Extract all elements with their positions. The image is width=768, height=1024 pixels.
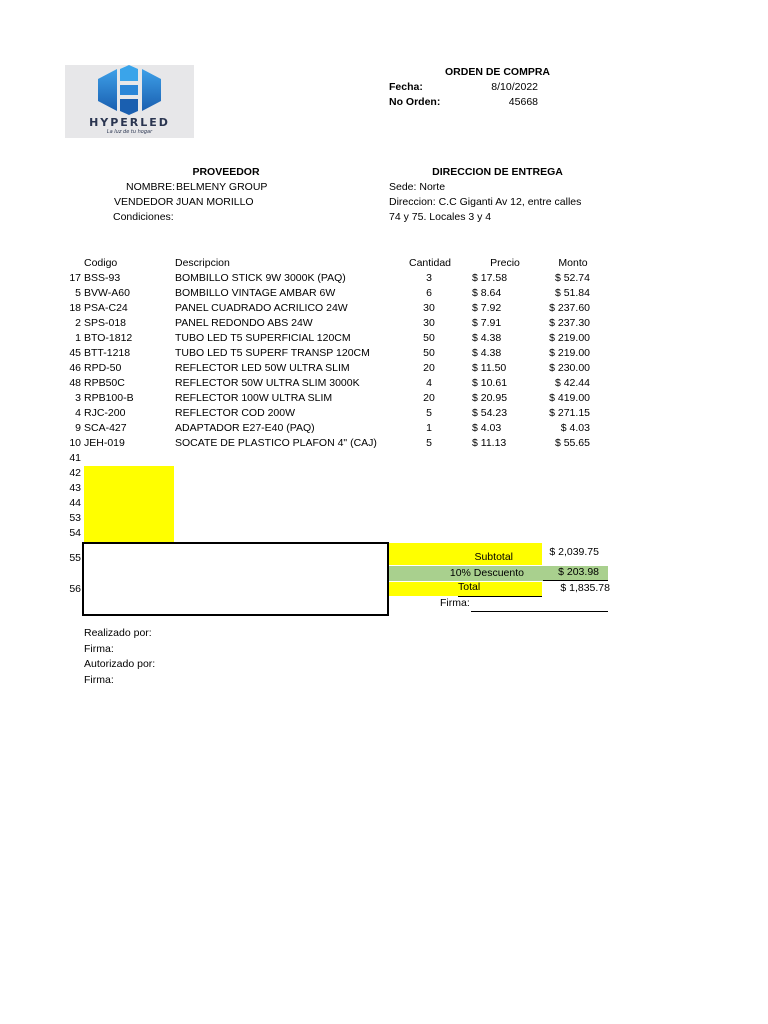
table-row <box>64 407 624 422</box>
item-description: BOMBILLO STICK 9W 3000K (PAQ) <box>175 272 346 284</box>
notes-box <box>82 542 389 616</box>
nombre-value: BELMENY GROUP <box>176 181 268 193</box>
row-number: 53 <box>69 512 81 524</box>
row-number: 54 <box>69 527 81 539</box>
firma-total-label: Firma: <box>440 597 470 609</box>
item-quantity: 50 <box>423 332 435 344</box>
item-code: RJC-200 <box>84 407 126 419</box>
row-number: 48 <box>69 377 81 389</box>
column-header-descripcion: Descripcion <box>175 257 230 269</box>
vendedor-value: JUAN MORILLO <box>176 196 254 208</box>
item-description: SOCATE DE PLASTICO PLAFON 4" (CAJ) <box>175 437 377 449</box>
row-number: 4 <box>75 407 81 419</box>
total-value: $ 1,835.78 <box>560 582 610 594</box>
item-quantity: 50 <box>423 347 435 359</box>
item-price: $ 7.92 <box>472 302 502 314</box>
item-code: RPB50C <box>84 377 125 389</box>
total-value-topline <box>543 580 608 581</box>
item-quantity: 6 <box>426 287 432 299</box>
orden-label: No Orden: <box>389 96 441 108</box>
table-row <box>64 377 624 392</box>
entrega-title: DIRECCION DE ENTREGA <box>432 166 563 178</box>
vendedor-label: VENDEDOR : <box>114 196 180 208</box>
row-number: 2 <box>75 317 81 329</box>
row-number: 45 <box>69 347 81 359</box>
item-quantity: 1 <box>426 422 432 434</box>
table-row <box>64 437 624 452</box>
column-header-cantidad: Cantidad <box>408 257 452 269</box>
row-number: 44 <box>69 497 81 509</box>
total-label: Total <box>458 581 481 593</box>
table-row <box>64 317 624 332</box>
row-number: 10 <box>69 437 81 449</box>
nombre-label: NOMBRE: <box>126 181 176 193</box>
item-amount: $ 4.03 <box>560 422 590 434</box>
item-amount: $ 237.30 <box>549 317 590 329</box>
entrega-direccion-line2: 74 y 75. Locales 3 y 4 <box>389 211 492 223</box>
item-amount: $ 230.00 <box>549 362 590 374</box>
table-row <box>64 362 624 377</box>
row-number: 41 <box>69 452 81 464</box>
item-code: RPD-50 <box>84 362 122 374</box>
item-amount: $ 237.60 <box>549 302 590 314</box>
item-amount: $ 219.00 <box>549 347 590 359</box>
item-price: $ 4.38 <box>472 332 502 344</box>
row-number: 1 <box>75 332 81 344</box>
row-number: 42 <box>69 467 81 479</box>
item-price: $ 4.03 <box>472 422 502 434</box>
item-description: REFLECTOR 50W ULTRA SLIM 3000K <box>175 377 360 389</box>
item-quantity: 5 <box>426 437 432 449</box>
item-description: PANEL CUADRADO ACRILICO 24W <box>175 302 348 314</box>
fecha-label: Fecha: <box>389 81 423 93</box>
item-amount: $ 55.65 <box>554 437 590 449</box>
row-number: 43 <box>69 482 81 494</box>
descuento-label: 10% Descuento <box>449 567 524 579</box>
item-description: REFLECTOR LED 50W ULTRA SLIM <box>175 362 350 374</box>
item-code: PSA-C24 <box>84 302 128 314</box>
column-header-codigo: Codigo <box>84 257 118 269</box>
item-price: $ 8.64 <box>472 287 502 299</box>
row-number: 55 <box>69 552 81 564</box>
row-number: 9 <box>75 422 81 434</box>
realizado-label: Realizado por: <box>84 627 152 639</box>
item-quantity: 30 <box>423 302 435 314</box>
item-code: SPS-018 <box>84 317 127 329</box>
item-quantity: 4 <box>426 377 432 389</box>
item-description: REFLECTOR COD 200W <box>175 407 295 419</box>
total-underline <box>458 596 542 597</box>
item-amount: $ 271.15 <box>549 407 590 419</box>
item-code: BSS-93 <box>84 272 121 284</box>
entrega-direccion-line1: Direccion: C.C Giganti Av 12, entre calles <box>389 196 582 208</box>
item-amount: $ 51.84 <box>554 287 590 299</box>
proveedor-title: PROVEEDOR <box>192 166 260 178</box>
fecha-value: 8/10/2022 <box>491 81 538 93</box>
row-number: 3 <box>75 392 81 404</box>
document-title: ORDEN DE COMPRA <box>444 66 550 78</box>
item-description: ADAPTADOR E27-E40 (PAQ) <box>175 422 315 434</box>
table-row <box>64 332 624 347</box>
row-number: 46 <box>69 362 81 374</box>
item-description: PANEL REDONDO ABS 24W <box>175 317 313 329</box>
column-header-monto: Monto <box>558 257 588 269</box>
item-price: $ 54.23 <box>472 407 508 419</box>
firma-line <box>471 611 608 612</box>
item-amount: $ 52.74 <box>554 272 590 284</box>
subtotal-value: $ 2,039.75 <box>549 546 599 558</box>
row-number: 5 <box>75 287 81 299</box>
autorizado-label: Autorizado por: <box>84 658 156 670</box>
table-row <box>64 272 624 287</box>
row-number: 17 <box>69 272 81 284</box>
item-quantity: 20 <box>423 392 435 404</box>
item-description: REFLECTOR 100W ULTRA SLIM <box>175 392 333 404</box>
item-description: BOMBILLO VINTAGE AMBAR 6W <box>175 287 336 299</box>
item-quantity: 30 <box>423 317 435 329</box>
firma-label: Firma: <box>84 643 114 655</box>
highlighted-empty-cells <box>84 466 174 542</box>
item-price: $ 20.95 <box>472 392 508 404</box>
table-row <box>64 302 624 317</box>
item-quantity: 5 <box>426 407 432 419</box>
column-header-precio: Precio <box>490 257 520 269</box>
item-price: $ 11.13 <box>472 437 507 449</box>
item-code: SCA-427 <box>84 422 127 434</box>
firma-label: Firma: <box>84 674 114 686</box>
table-row <box>64 287 624 302</box>
item-code: RPB100-B <box>84 392 134 404</box>
company-logo <box>65 65 194 138</box>
row-number: 18 <box>69 302 81 314</box>
table-row <box>64 347 624 362</box>
item-amount: $ 42.44 <box>554 377 590 389</box>
logo-tagline: La luz de tu hogar <box>106 129 153 135</box>
item-price: $ 7.91 <box>472 317 502 329</box>
subtotal-label: Subtotal <box>474 551 513 563</box>
item-amount: $ 219.00 <box>549 332 590 344</box>
descuento-value: $ 203.98 <box>558 566 599 578</box>
item-price: $ 10.61 <box>472 377 508 389</box>
row-number: 56 <box>69 583 81 595</box>
orden-value: 45668 <box>508 96 538 108</box>
item-price: $ 4.38 <box>472 347 502 359</box>
item-code: BVW-A60 <box>84 287 130 299</box>
logo-brand-text: HYPERLED <box>89 116 170 129</box>
item-description: TUBO LED T5 SUPERF TRANSP 120CM <box>175 347 370 359</box>
condiciones-label: Condiciones: <box>113 211 174 223</box>
table-row <box>64 422 624 437</box>
entrega-sede: Sede: Norte <box>389 181 446 193</box>
item-amount: $ 419.00 <box>549 392 590 404</box>
item-code: JEH-019 <box>84 437 125 449</box>
item-description: TUBO LED T5 SUPERFICIAL 120CM <box>175 332 351 344</box>
item-quantity: 3 <box>426 272 432 284</box>
item-code: BTO-1812 <box>84 332 133 344</box>
table-row <box>64 392 624 407</box>
item-code: BTT-1218 <box>84 347 131 359</box>
item-price: $ 17.58 <box>472 272 508 284</box>
item-quantity: 20 <box>423 362 435 374</box>
item-price: $ 11.50 <box>472 362 507 374</box>
